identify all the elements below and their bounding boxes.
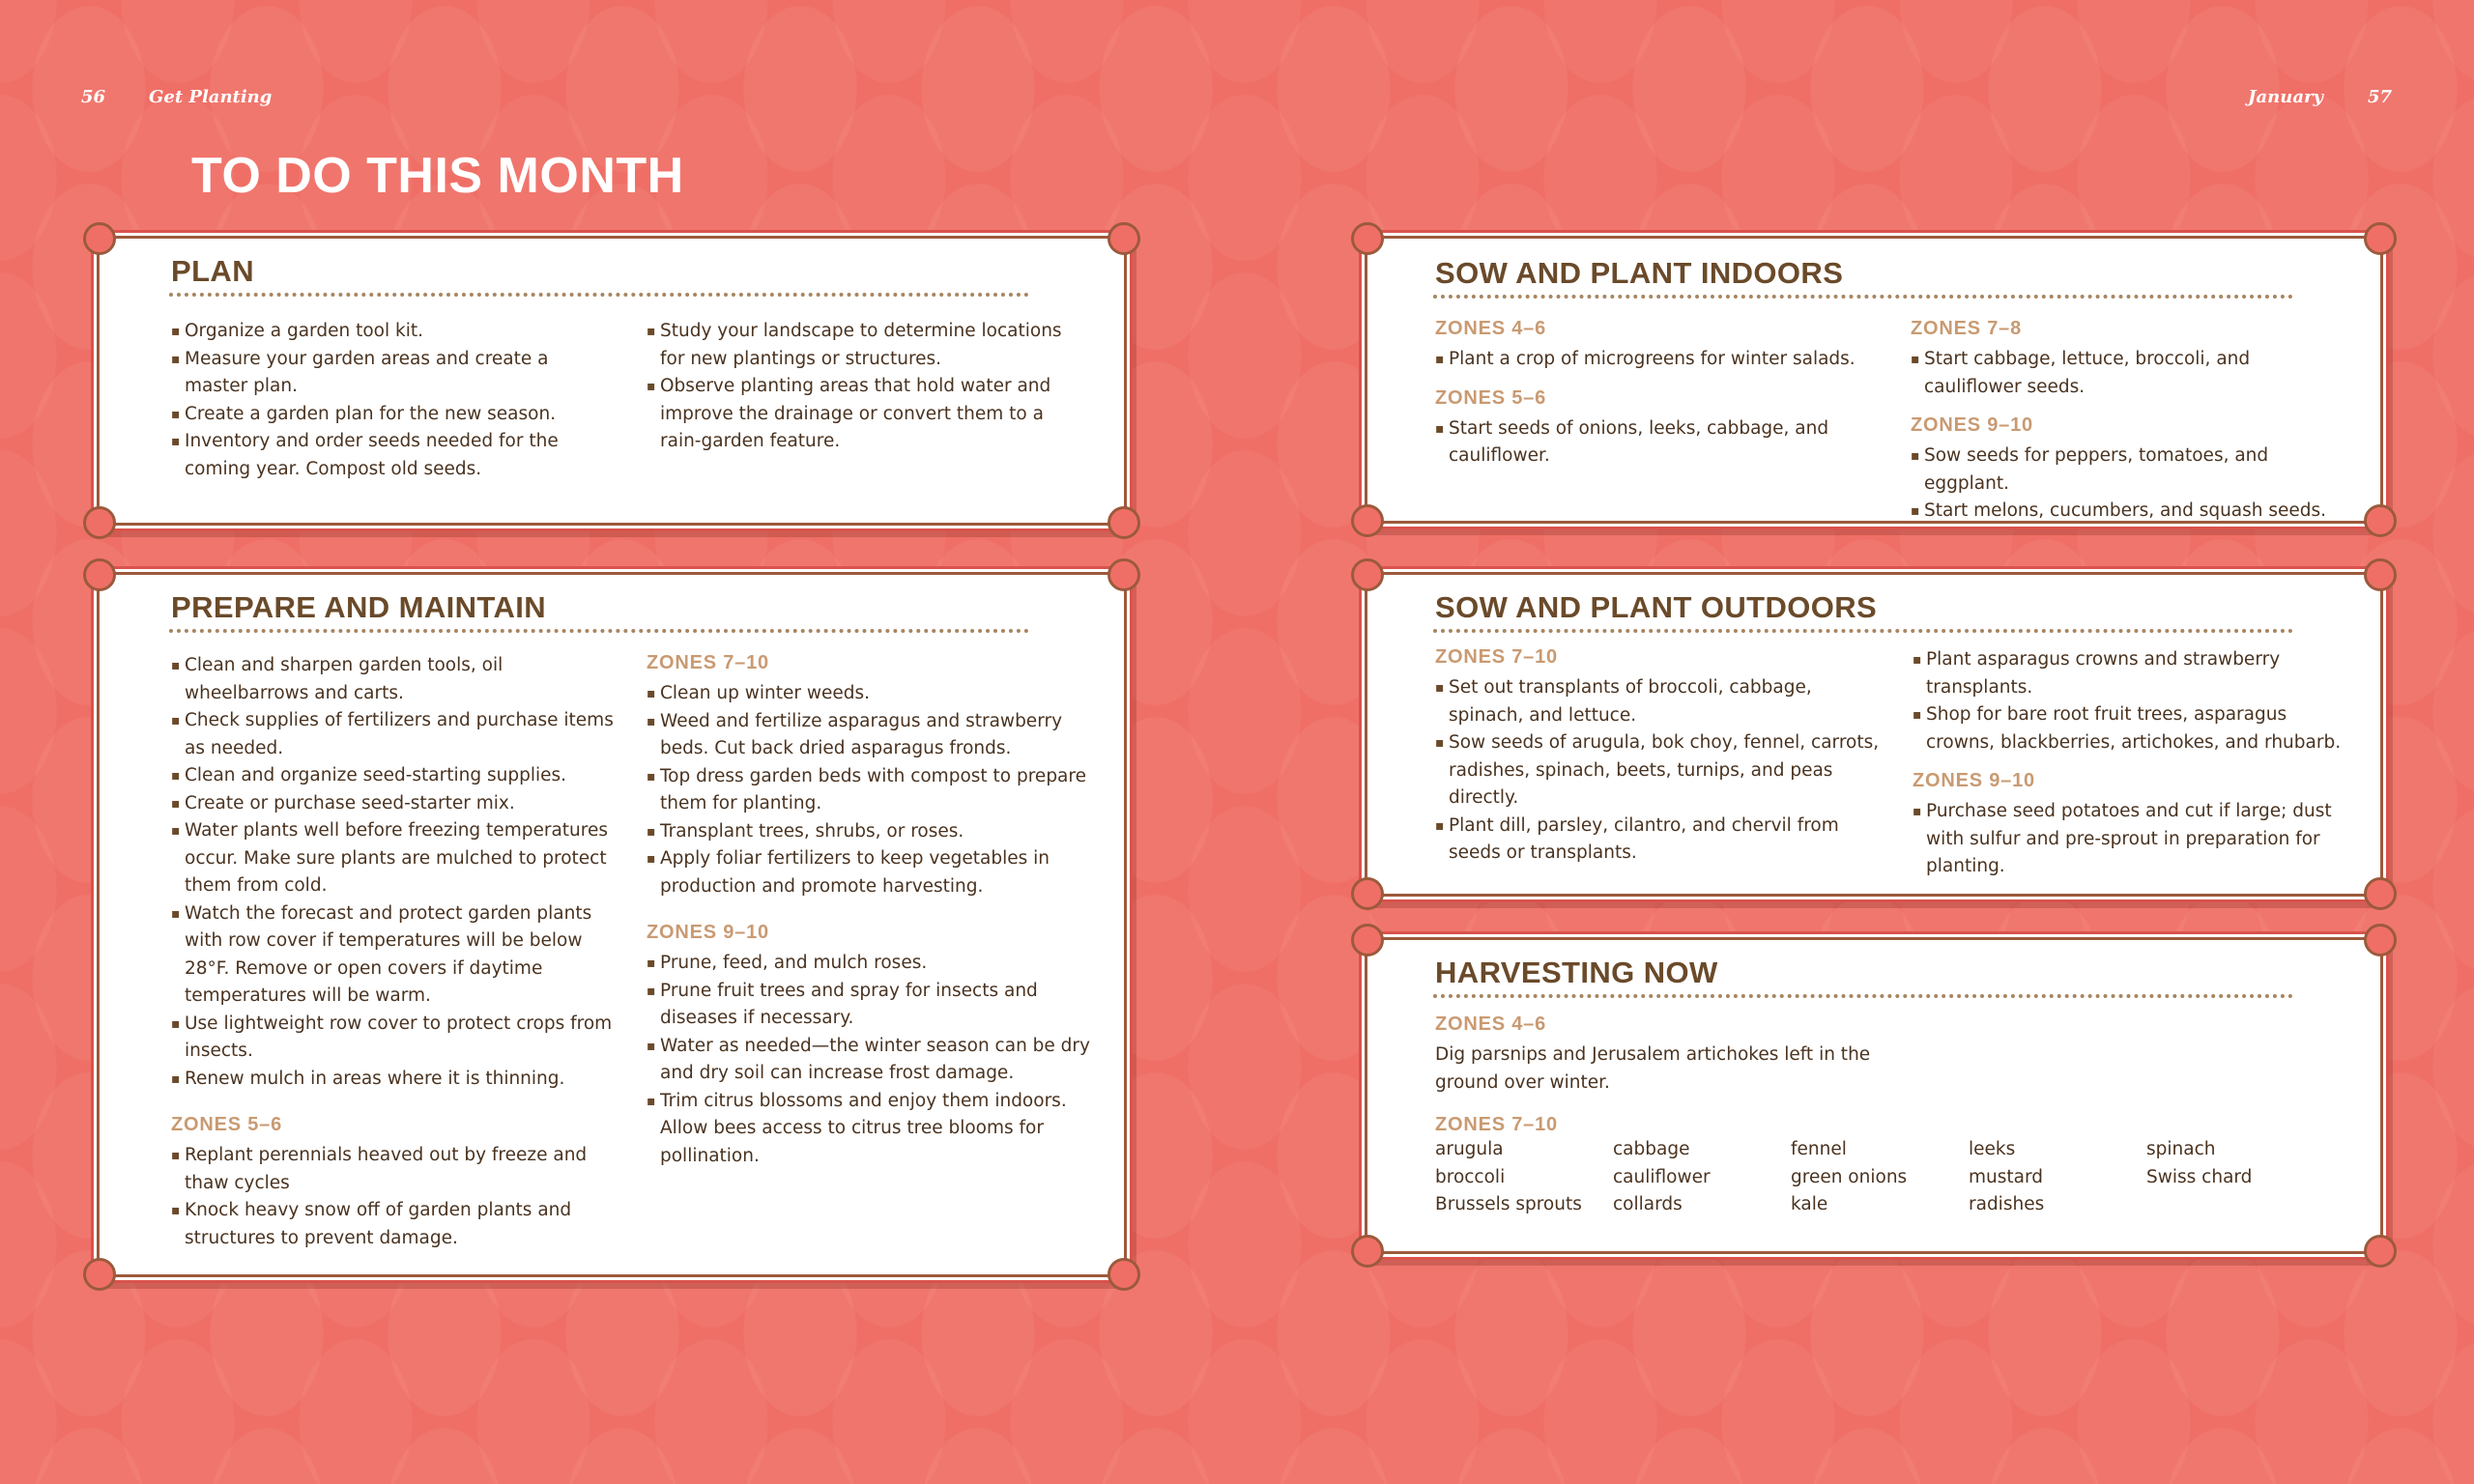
list-item: ▪ Prune fruit trees and spray for insects and diseases if necessary. — [647, 978, 1101, 1033]
list-item: ▪ Knock heavy snow off of garden plants and structures to prevent damage. — [171, 1197, 616, 1252]
harvest-heading: HARVESTING NOW — [1435, 956, 1718, 989]
list-item: ▪ Apply foliar fertilizers to keep vegetables in production and promote harvesting. — [647, 845, 1101, 900]
harvest-crop-grid — [1435, 1139, 2324, 1222]
harvest-zones-4-6 — [1435, 1013, 1899, 1097]
list-item: ▪ Purchase seed potatoes and cut if large; dust with sulfur and pre-sprout in preparation for planting. — [1913, 798, 2357, 881]
plan-list-1 — [171, 318, 616, 483]
prepare-heading: PREPARE AND MAINTAIN — [171, 590, 547, 624]
indoors-zones-9-10-list — [1911, 442, 2345, 526]
list-item: ▪ Start seeds of onions, leeks, cabbage, and cauliflower. — [1435, 415, 1860, 471]
list-item: ▪ Sow seeds of arugula, bok choy, fennel, carrots, radishes, spinach, beets, turnips, and peas directly. — [1435, 729, 1889, 813]
corner-notch — [2364, 924, 2397, 956]
corner-notch — [1108, 1258, 1140, 1291]
corner-notch — [1351, 924, 1384, 956]
crop-item: kale — [1791, 1194, 1828, 1214]
list-item: ▪ Clean and sharpen garden tools, oil wheelbarrows and carts. — [171, 652, 616, 707]
corner-notch — [2364, 1235, 2397, 1268]
indoors-zones-4-6-list — [1435, 346, 1860, 374]
zone-label: ZONES 7–10 — [1435, 646, 1558, 668]
crop-item: Brussels sprouts — [1435, 1194, 1582, 1214]
list-item: ▪ Water plants well before freezing temperatures occur. Make sure plants are mulched to protect them from cold. — [171, 817, 616, 900]
corner-notch — [1351, 1235, 1384, 1268]
crop-item: broccoli — [1435, 1166, 1506, 1187]
indoors-column-2 — [1911, 318, 2345, 526]
zone-label: ZONES 7–10 — [1435, 1114, 1558, 1135]
list-item: ▪ Plant dill, parsley, cilantro, and chervil from seeds or transplants. — [1435, 813, 1889, 868]
crop-item: collards — [1613, 1194, 1683, 1214]
prepare-column-1 — [171, 652, 616, 1252]
zone-label: ZONES 5–6 — [171, 1114, 283, 1135]
harvesting-card — [1365, 937, 2383, 1254]
list-item: ▪ Use lightweight row cover to protect crops from insects. — [171, 1011, 616, 1066]
harvest-zones-7-10 — [1435, 1114, 2363, 1142]
sow-outdoors-card — [1365, 572, 2383, 897]
corner-notch — [83, 1258, 116, 1291]
list-item: ▪ Observe planting areas that hold water and improve the drainage or convert them to a rain-garden feature. — [647, 373, 1072, 456]
crop-item: arugula — [1435, 1139, 1504, 1159]
list-item: ▪ Create a garden plan for the new season. — [171, 401, 616, 429]
list-item: ▪ Watch the forecast and protect garden plants with row cover if temperatures will be below 28°F. Remove or open covers if daytime temperatures will be warm. — [171, 900, 616, 1011]
list-item: ▪ Inventory and order seeds needed for the coming year. Compost old seeds. — [171, 428, 616, 483]
list-item: ▪ Weed and fertilize asparagus and strawberry beds. Cut back dried asparagus fronds. — [647, 708, 1101, 763]
crop-item: cauliflower — [1613, 1166, 1711, 1187]
heading-divider — [1433, 629, 2293, 633]
list-item: ▪ Check supplies of fertilizers and purchase items as needed. — [171, 707, 616, 762]
list-item: ▪ Prune, feed, and mulch roses. — [647, 950, 1101, 978]
list-item: ▪ Sow seeds for peppers, tomatoes, and eggplant. — [1911, 442, 2345, 498]
right-page-number: 57 — [2368, 87, 2393, 107]
list-item: ▪ Set out transplants of broccoli, cabbage, spinach, and lettuce. — [1435, 674, 1889, 729]
plan-column-2 — [647, 318, 1072, 456]
zone-label: ZONES 7–10 — [647, 652, 769, 673]
plan-heading: PLAN — [171, 254, 254, 288]
heading-divider — [1433, 994, 2293, 998]
zone-label: ZONES 9–10 — [647, 922, 769, 943]
crop-item: spinach — [2146, 1139, 2216, 1159]
indoors-zones-5-6-list — [1435, 415, 1860, 471]
corner-notch — [2364, 504, 2397, 537]
outdoors-zones-7-10-list — [1435, 674, 1889, 868]
crop-item: Swiss chard — [2146, 1166, 2253, 1187]
list-item: ▪ Shop for bare root fruit trees, asparagus crowns, blackberries, artichokes, and rhubarb. — [1913, 701, 2357, 756]
sow-indoors-card — [1365, 236, 2383, 524]
crop-item: fennel — [1791, 1139, 1847, 1159]
page-title: TO DO THIS MONTH — [191, 148, 684, 204]
heading-divider — [169, 293, 1029, 297]
prepare-zones-5-6-list — [171, 1142, 616, 1252]
prepare-column-2 — [647, 652, 1101, 1170]
list-item: ▪ Plant asparagus crowns and strawberry transplants. — [1913, 646, 2357, 701]
corner-notch — [83, 222, 116, 255]
harvest-zones-4-6-text: Dig parsnips and Jerusalem artichokes left in the ground over winter. — [1435, 1044, 1871, 1093]
list-item: ▪ Study your landscape to determine locations for new plantings or structures. — [647, 318, 1072, 373]
corner-notch — [1351, 558, 1384, 591]
list-item: ▪ Water as needed—the winter season can be dry and dry soil can increase frost damage. — [647, 1033, 1101, 1088]
corner-notch — [1108, 222, 1140, 255]
plan-column-1 — [171, 318, 616, 483]
corner-notch — [1108, 506, 1140, 539]
indoors-zones-7-8-list — [1911, 346, 2345, 401]
list-item: ▪ Start cabbage, lettuce, broccoli, and cauliflower seeds. — [1911, 346, 2345, 401]
list-item: ▪ Renew mulch in areas where it is thinning. — [171, 1066, 616, 1094]
indoors-column-1 — [1435, 318, 1860, 471]
prepare-maintain-card — [97, 572, 1127, 1277]
zone-label: ZONES 4–6 — [1435, 1013, 1547, 1035]
list-item: ▪ Clean up winter weeds. — [647, 680, 1101, 708]
heading-divider — [1433, 295, 2293, 299]
corner-notch — [2364, 558, 2397, 591]
crop-item: green onions — [1791, 1166, 1908, 1187]
left-running-head: Get Planting — [149, 87, 273, 107]
zone-label: ZONES 9–10 — [1911, 414, 2033, 436]
zone-label: ZONES 4–6 — [1435, 318, 1547, 339]
plan-list-2 — [647, 318, 1072, 456]
corner-notch — [1351, 504, 1384, 537]
corner-notch — [2364, 877, 2397, 910]
list-item: ▪ Clean and organize seed-starting supplies. — [171, 762, 616, 790]
list-item: ▪ Create or purchase seed-starter mix. — [171, 790, 616, 818]
corner-notch — [2364, 222, 2397, 255]
outdoors-column-1 — [1435, 646, 1889, 868]
prepare-zones-9-10-list — [647, 950, 1101, 1170]
corner-notch — [83, 558, 116, 591]
list-item: ▪ Plant a crop of microgreens for winter salads. — [1435, 346, 1860, 374]
corner-notch — [1351, 877, 1384, 910]
outdoors-general-list — [1913, 646, 2357, 756]
list-item: ▪ Replant perennials heaved out by freeze and thaw cycles — [171, 1142, 616, 1197]
zone-label: ZONES 7–8 — [1911, 318, 2023, 339]
prepare-zones-7-10-list — [647, 680, 1101, 900]
outdoors-zones-9-10-list — [1913, 798, 2357, 881]
heading-divider — [169, 629, 1029, 633]
right-running-head: January — [2248, 87, 2323, 107]
crop-item: cabbage — [1613, 1139, 1690, 1159]
outdoors-column-2 — [1913, 646, 2357, 881]
list-item: ▪ Trim citrus blossoms and enjoy them indoors. Allow bees access to citrus tree blooms for pollination. — [647, 1088, 1101, 1171]
corner-notch — [1351, 222, 1384, 255]
corner-notch — [1108, 558, 1140, 591]
left-page-number: 56 — [81, 87, 106, 107]
list-item: ▪ Measure your garden areas and create a master plan. — [171, 346, 616, 401]
list-item: ▪ Top dress garden beds with compost to prepare them for planting. — [647, 763, 1101, 818]
list-item: ▪ Organize a garden tool kit. — [171, 318, 616, 346]
zone-label: ZONES 5–6 — [1435, 386, 1547, 409]
crop-item: mustard — [1969, 1166, 2043, 1187]
list-item: ▪ Start melons, cucumbers, and squash seeds. — [1911, 498, 2345, 526]
list-item: ▪ Transplant trees, shrubs, or roses. — [647, 818, 1101, 846]
prepare-general-list — [171, 652, 616, 1093]
zone-label: ZONES 9–10 — [1913, 770, 2035, 791]
plan-card — [97, 236, 1127, 526]
outdoors-heading: SOW AND PLANT OUTDOORS — [1435, 590, 1878, 624]
corner-notch — [83, 506, 116, 539]
crop-item: radishes — [1969, 1194, 2045, 1214]
crop-item: leeks — [1969, 1139, 2016, 1159]
indoors-heading: SOW AND PLANT INDOORS — [1435, 256, 1844, 290]
